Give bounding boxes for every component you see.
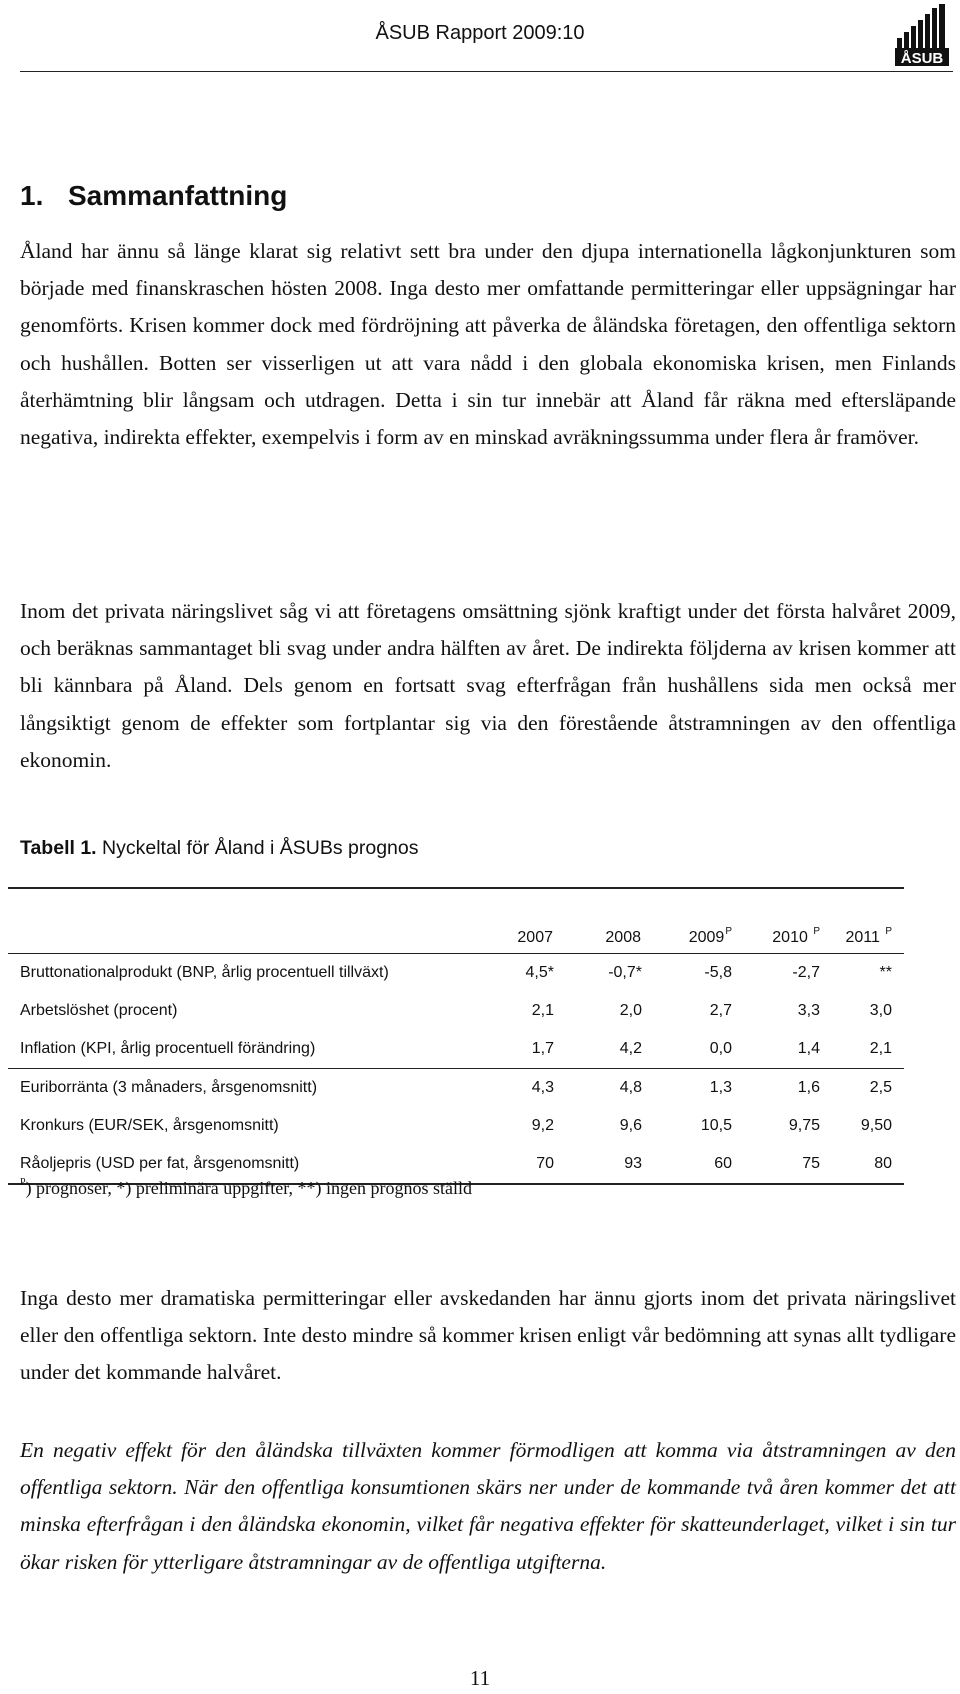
table-cell: 4,2 (619, 1040, 642, 1057)
logo-bar-6 (932, 8, 937, 52)
table-row (8, 954, 904, 993)
table-cell: 9,2 (531, 1117, 554, 1134)
table-row (8, 1069, 904, 1108)
table-cell: 93 (554, 1145, 642, 1184)
key-figures-table (8, 887, 904, 1185)
table-cell: 1,7 (531, 1040, 554, 1057)
table-cell: 4,5* (525, 964, 554, 981)
table-cell: 0,0 (709, 1040, 732, 1057)
table-caption-text: Nyckeltal för Åland i ÅSUBs prognos (96, 837, 419, 859)
footnote-mark: P (20, 1177, 26, 1188)
table-cell: 1,6 (732, 1069, 820, 1108)
table-cell: 9,6 (619, 1117, 642, 1134)
table-cell: ** (879, 964, 892, 981)
table-cell: 2,7 (709, 1002, 732, 1019)
table-cell: 2,0 (619, 1002, 642, 1019)
table-cell: 4,8 (554, 1069, 642, 1108)
logo-bar-7 (939, 4, 945, 52)
table-row (8, 992, 904, 1030)
column-header: $2009^P$ (688, 926, 732, 946)
footnote-text: ) prognoser, *) preliminära uppgifter, **) ingen prognos ställd (25, 1178, 473, 1198)
paragraph-3: Inga desto mer dramatiska permitteringar eller avskedanden har ännu gjorts inom det privata näringslivet eller den offentliga sektorn. Inte desto mindre så kommer krisen enligt vår bedömning att synas allt tydligare under det kommande halvåret. (20, 1286, 956, 1385)
table-header-row (8, 888, 904, 954)
table-cell: 2,5 (820, 1069, 904, 1108)
asub-logo (895, 4, 953, 66)
row-label: Bruttonationalprodukt (BNP, årlig procentuell tillväxt) (20, 964, 389, 981)
section-title: Sammanfattning (68, 180, 288, 211)
table-cell: 1,4 (797, 1040, 820, 1057)
table-cell: 1,3 (642, 1069, 732, 1108)
table-row (8, 1107, 904, 1145)
table-cell: 80 (820, 1145, 904, 1184)
row-label: Råoljepris (USD per fat, årsgenomsnitt) (8, 1145, 464, 1184)
table-cell: -5,8 (704, 964, 732, 981)
row-label: Inflation (KPI, årlig procentuell förändring) (20, 1040, 316, 1057)
paragraph-4: En negativ effekt för den åländska tillväxten kommer förmodligen att komma via åtstramningen av den offentliga sektorn. När den offentliga konsumtionen skärs ner under de kommande två åren kommer det att minska efterfrågan i den åländska ekonomin, vilket får negativa effekter för skatteunderlaget, vilket i sin tur ökar risken för ytterligare åtstramningar av de offentliga utgifterna. (20, 1438, 956, 1574)
svg-text:ÅSUB: ÅSUB (900, 50, 944, 66)
table-cell: 3,3 (797, 1002, 820, 1019)
table-cell: -2,7 (792, 964, 820, 981)
table-caption-label: Tabell 1. (20, 837, 97, 859)
row-label: Arbetslöshet (procent) (20, 1002, 178, 1019)
section-heading (20, 180, 287, 212)
logo-bar-5 (925, 14, 930, 52)
table-cell: 3,0 (869, 1002, 892, 1019)
table-footnote (20, 1177, 472, 1199)
column-header: 2008 (605, 929, 641, 946)
table-cell: 2,1 (531, 1002, 554, 1019)
page-number: 11 (469, 1666, 491, 1690)
table-cell: 4,3 (464, 1069, 554, 1108)
table-cell: -0,7* (608, 964, 642, 981)
paragraph-2: Inom det privata näringslivet såg vi att företagens omsättning sjönk kraftigt under det första halvåret 2009, och beräknas sammantaget bli svag under andra hälften av året. De indirekta följderna av krisen kommer att bli kännbara på Åland. Dels genom en fortsatt svag efterfrågan från hushållens sida men också mer långsiktigt genom de effekter som fortplantar sig via den förestående åtstramningen av den offentliga ekonomin. (20, 599, 956, 772)
header-rule (20, 71, 953, 72)
table-cell: 70 (464, 1145, 554, 1184)
table-cell: 75 (732, 1145, 820, 1184)
table-cell: 2,1 (869, 1040, 892, 1057)
column-header: 2011 $^P$ (845, 926, 892, 946)
table-cell: 10,5 (700, 1117, 732, 1134)
running-header-title: ÅSUB Rapport 2009:10 (375, 22, 585, 44)
table-cell: 9,75 (788, 1117, 820, 1134)
logo-bar-4 (918, 20, 923, 52)
column-header: 2007 (517, 929, 553, 946)
section-number: 1. (20, 180, 44, 211)
row-label: Kronkurs (EUR/SEK, årsgenomsnitt) (20, 1117, 279, 1134)
table-cell: 60 (642, 1145, 732, 1184)
column-header: 2010 $^P$ (772, 926, 820, 946)
table-caption (20, 837, 419, 860)
paragraph-1: Åland har ännu så länge klarat sig relativt sett bra under den djupa internationella lågkonjunkturen som började med finanskraschen hösten 2008. Inga desto mer omfattande permitteringar eller uppsägningar har genomförts. Krisen kommer dock med fördröjning att påverka de åländska företagen, den offentliga sektorn och hushållen. Botten ser visserligen ut att vara nådd i den globala ekonomiska krisen, men Finlands återhämtning blir långsam och utdragen. Detta i sin tur innebär att Åland får räkna med eftersläpande negativa, indirekta effekter, exempelvis i form av en minskad avräkningssumma under flera år framöver. (20, 239, 956, 450)
row-label: Euriborränta (3 månaders, årsgenomsnitt) (8, 1069, 464, 1108)
table-row (8, 1030, 904, 1069)
table-cell: 9,50 (860, 1117, 892, 1134)
